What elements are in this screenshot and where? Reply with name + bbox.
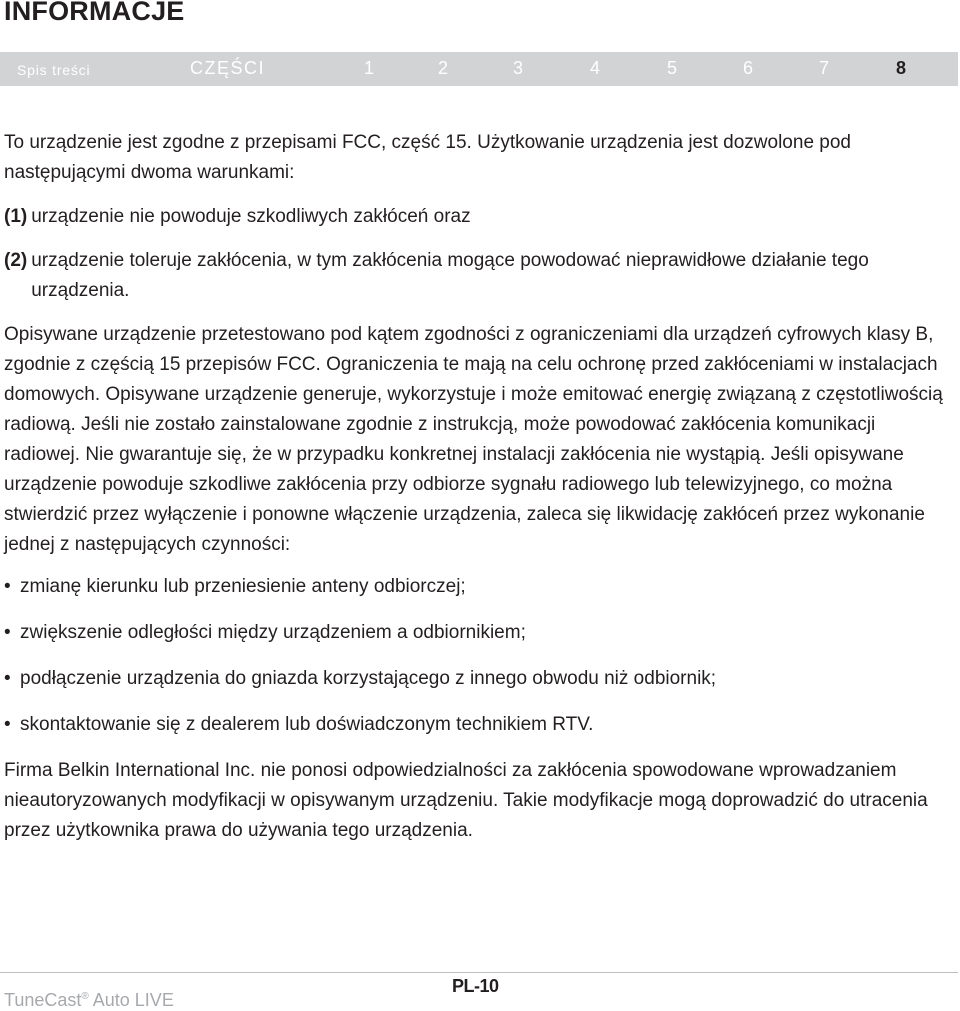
page-title: INFORMACJE <box>4 0 185 26</box>
condition-1-number: (1) <box>4 206 28 227</box>
product-brand <box>4 990 174 1011</box>
nav-part-5[interactable]: 5 <box>666 58 677 78</box>
list-item: • skontaktowanie się z dealerem lub doświadczonym technikiem RTV. <box>4 714 594 735</box>
main-content <box>4 128 954 846</box>
nav-part-6[interactable]: 6 <box>742 58 753 78</box>
fcc-paragraph: Opisywane urządzenie przetestowano pod kątem zgodności z ograniczeniami dla urządzeń cyfrowych klasy B, zgodnie z częścią 15 przepisów FCC. Ograniczenia te mają na celu ochronę przed zakłóceniami w instalacjach domowych. Opisywane urządzenie generuje, wykorzystuje i może emitować energię związaną z częstotliwością radiową. Jeśli nie zostało zainstalowane zgodnie z instrukcją, może powodować zakłócenia komunikacji radiowej. Nie gwarantuje się, że w przypadku konkretnej instalacji zakłócenia nie wystąpią. Jeśli opisywane urządzenie powoduje szkodliwe zakłócenia przy odbiorze sygnału radiowego lub telewizyjnego, co można stwierdzić przez wyłączenie i ponowne włączenie urządzenia, zaleca się likwidację zakłóceń przez wykonanie jednej z następujących czynności: <box>4 324 943 555</box>
page-number: PL-10 <box>452 976 499 996</box>
nav-part-3[interactable]: 3 <box>512 58 523 78</box>
nav-part-2[interactable]: 2 <box>437 58 448 78</box>
list-item: • zwiększenie odległości między urządzeniem a odbiornikiem; <box>4 622 526 643</box>
nav-part-4[interactable]: 4 <box>589 58 600 78</box>
condition-2-number: (2) <box>4 250 28 271</box>
list-item-text: zwiększenie odległości między urządzeniem a odbiornikiem; <box>20 622 526 643</box>
intro-paragraph: To urządzenie jest zgodne z przepisami FCC, część 15. Użytkowanie urządzenia jest dozwolone pod następującymi dwoma warunkami: <box>4 132 851 183</box>
section-navigation-bar <box>0 52 958 86</box>
condition-2-text: urządzenie toleruje zakłócenia, w tym zakłócenia mogące powodować nieprawidłowe działanie tego urządzenia. <box>31 250 869 301</box>
list-item: • zmianę kierunku lub przeniesienie anteny odbiorczej; <box>4 576 466 597</box>
nav-part-1[interactable]: 1 <box>363 58 374 78</box>
nav-part-8-active[interactable]: 8 <box>895 58 906 78</box>
condition-2 <box>4 246 954 306</box>
table-of-contents-link[interactable]: Spis treści <box>17 62 91 78</box>
list-item-text: zmianę kierunku lub przeniesienie anteny odbiorczej; <box>20 576 466 597</box>
registered-mark: ® <box>81 991 89 1002</box>
condition-1 <box>4 202 954 232</box>
brand-name: TuneCast <box>4 990 82 1010</box>
list-item: • podłączenie urządzenia do gniazda korzystającego z innego obwodu niż odbiornik; <box>4 668 717 689</box>
condition-1-text: urządzenie nie powoduje szkodliwych zakłóceń oraz <box>31 206 471 227</box>
list-item-text: skontaktowanie się z dealerem lub doświadczonym technikiem RTV. <box>20 714 594 735</box>
footer-divider <box>0 972 958 973</box>
brand-suffix: Auto LIVE <box>92 990 174 1010</box>
list-item-text: podłączenie urządzenia do gniazda korzystającego z innego obwodu niż odbiornik; <box>20 668 717 689</box>
closing-paragraph: Firma Belkin International Inc. nie ponosi odpowiedzialności za zakłócenia spowodowane wprowadzaniem nieautoryzowanych modyfikacji w opisywanym urządzeniu. Takie modyfikacje mogą doprowadzić do utracenia przez użytkownika prawa do używania tego urządzenia. <box>4 760 928 841</box>
nav-part-7[interactable]: 7 <box>818 58 829 78</box>
parts-label: CZĘŚCI <box>190 58 266 78</box>
